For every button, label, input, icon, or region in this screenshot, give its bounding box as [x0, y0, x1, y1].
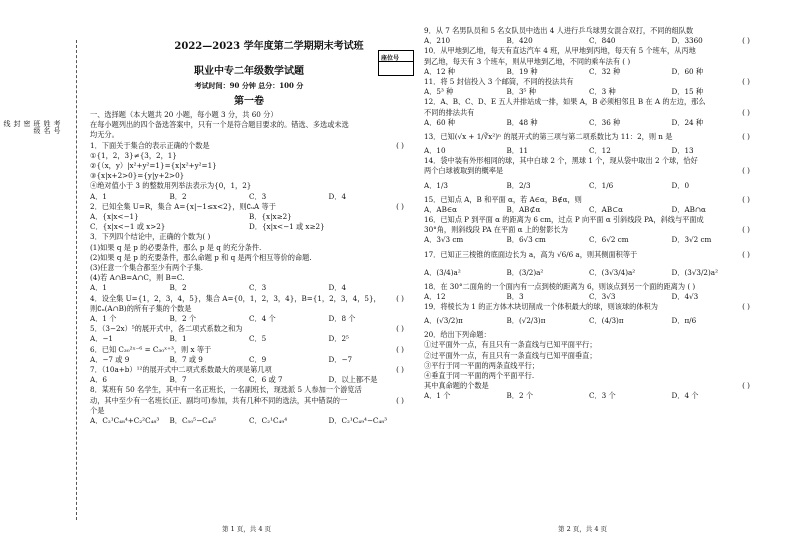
answer-option[interactable]: C．3√3 [589, 291, 616, 301]
answer-blank[interactable]: ( ) [742, 36, 750, 46]
question-line [90, 406, 408, 416]
answer-option[interactable]: B．(√2/3)π [506, 316, 546, 326]
answer-option[interactable]: D．以上都不是 [328, 375, 378, 385]
answer-options [90, 334, 408, 344]
question-text: 17．已知正三棱锥的底面边长为 a，高为 √6/6 a，则其侧面积等于 [424, 249, 638, 259]
answer-option[interactable]: B．(3/2)a² [506, 267, 544, 277]
answer-option[interactable]: D．AB∩α [671, 204, 706, 214]
answer-options [90, 283, 408, 293]
question-text: 16．已知点 P 到平面 α 的距离为 6 cm，过点 P 向平面 α 引斜线段 PA，斜线与平面成 [424, 215, 704, 225]
answer-option[interactable]: D．(3√3/2)a² [671, 267, 718, 277]
answer-option[interactable]: C．5 [249, 334, 267, 344]
question-line [424, 77, 754, 87]
question-line [90, 304, 408, 314]
question-text: 18．在 30°二面角的一个面内有一点到棱的距离为 6，则该点到另一个面的距离为 ( ) [424, 281, 696, 291]
question-text: 9．从 7 名男队员和 5 名女队员中选出 4 人进行乒乓球男女混合双打，不同的组队数 [424, 26, 694, 35]
answer-option[interactable]: C．4 个 [249, 314, 276, 324]
answer-option[interactable]: C．6 或 7 [249, 375, 283, 385]
question-line [90, 141, 408, 151]
question-text: 个是 [90, 405, 105, 415]
question-text: 到乙地，每天有 3 个班车，则从甲地到乙地，不同的乘车法有 ( ) [424, 56, 631, 66]
question-line [90, 294, 408, 304]
question-text: 13．已知(√x + 1/∛x²)ⁿ 的展开式的第三项与第二项系数比为 11：2，则 n 是 [424, 132, 673, 142]
question-text: ①过平面外一点，有且只有一条直线与已知平面平行； [424, 340, 597, 350]
question-line [90, 171, 408, 181]
answer-options [90, 314, 408, 324]
answer-option[interactable]: A．1 个 [90, 314, 117, 324]
answer-option[interactable]: C．3 [249, 283, 267, 293]
answer-option[interactable]: A．(3/4)a² [424, 267, 461, 277]
answer-option[interactable]: C．3 种 [589, 87, 616, 97]
answer-option[interactable]: A．210 [424, 36, 451, 46]
section-heading: 一、选择题（本大题共 20 小题，每小题 3 分，共 60 分） [90, 110, 278, 119]
answer-option[interactable]: D．0 [671, 180, 690, 190]
question-line [424, 195, 754, 205]
answer-option[interactable]: A．AB∈α [424, 204, 458, 214]
question-line [90, 263, 408, 273]
answer-option[interactable]: B．11 [506, 146, 529, 156]
answer-option[interactable]: C．{x|x<−1 或 x>2} [90, 222, 166, 232]
question-text: (1)如果 q 是 p 的必要条件，那么 p 是 q 的充分条件. [90, 242, 262, 252]
answer-option[interactable]: C．3 个 [589, 391, 616, 401]
question-text: 3．下列四个结论中，正确的个数为( ) [90, 232, 211, 242]
answer-option[interactable]: B．{x|x≥2} [249, 212, 292, 222]
answer-option[interactable]: A．1 个 [424, 391, 451, 401]
question-text: 20．给出下列命题： [424, 330, 491, 340]
question-line [90, 365, 408, 375]
answer-blank[interactable]: ( ) [742, 302, 750, 312]
question-line [90, 396, 408, 406]
question-text: ①{1，2，3}≠{3，2，1} [90, 150, 177, 160]
question-text: 15．已知点 A，B 和平面 α，若 A∈α，B∉α，则 [424, 194, 582, 204]
answer-blank[interactable]: ( ) [396, 293, 404, 303]
answer-option[interactable]: D．C₂¹C₄₉⁴−C₄₈³ [328, 416, 388, 426]
answer-option[interactable]: D．60 种 [671, 66, 704, 76]
answer-option[interactable]: A．−7 或 9 [90, 354, 130, 364]
answer-options [424, 177, 754, 195]
question-line [90, 385, 408, 395]
question-line [424, 351, 754, 361]
answer-options [90, 416, 408, 426]
instruction-line: 均无分。 [90, 130, 119, 140]
answer-option[interactable]: B．C₅₀⁵−C₄₈⁵ [169, 416, 217, 426]
answer-option[interactable]: A．3√3 cm [424, 235, 464, 245]
binding-label-seal-3: 线 [3, 120, 11, 127]
answer-blank[interactable]: ( ) [742, 381, 750, 391]
question-line [90, 232, 408, 242]
answer-blank[interactable]: ( ) [742, 225, 750, 235]
question-line [90, 202, 408, 212]
answer-option[interactable]: A．(√3/2)π [424, 316, 463, 326]
answer-options [424, 67, 754, 77]
question-text: 不同的排法共有 [424, 107, 475, 117]
binding-label-id: 考号 [53, 120, 61, 134]
question-text: ④垂直于同一平面的两个平面平行. [424, 371, 535, 381]
answer-option[interactable]: A．12 种 [424, 66, 455, 76]
question-text: 其中真命题的个数是 [424, 381, 489, 391]
answer-option[interactable]: C．12 [589, 146, 611, 156]
answer-option[interactable]: C．1/6 [589, 180, 614, 190]
answer-option[interactable]: A．−1 [90, 334, 113, 344]
exam-info: 考试时间：90 分钟 总分：100 分 [194, 81, 304, 90]
question-line [424, 371, 754, 381]
answer-options [424, 87, 754, 97]
answer-option[interactable]: D．24 种 [671, 117, 704, 127]
answer-option[interactable]: C．C₂¹C₄₉⁴ [249, 416, 288, 426]
answer-option[interactable]: B．7 [169, 375, 187, 385]
question-text: 30°角，则斜线段 PA 在平面 α 上的射影长为 [424, 225, 568, 235]
answer-options [424, 292, 754, 302]
question-text: ④绝对值小于 3 的整数用列举法表示为{0，1，2} [90, 181, 252, 191]
answer-blank[interactable]: ( ) [396, 140, 404, 150]
question-line [424, 97, 754, 107]
answer-option[interactable]: A．{x|x<−1} [90, 212, 139, 222]
answer-options [424, 235, 754, 245]
right-questions [424, 26, 754, 402]
question-text: ③{x|x+2>0}={y|y+2>0} [90, 171, 185, 181]
question-text: 14．袋中装有外形相同的球，其中白球 2 个，黑球 1 个，现从袋中取出 2 个球，恰好 [424, 156, 698, 166]
exam-title: 2022—2023 学年度第二学期期末考试班 [174, 41, 364, 52]
answer-options [424, 391, 754, 401]
question-line [424, 246, 754, 264]
question-text: 6．已知 C₃₀²ˣ⁻⁶ = C₃₀ˣ⁺³，则 x 等于 [90, 344, 212, 354]
question-line [424, 108, 754, 118]
question-line [90, 273, 408, 283]
answer-option[interactable]: B．2 [169, 191, 187, 201]
question-line [424, 302, 754, 312]
question-line [90, 161, 408, 171]
question-text: 4．设全集 U={1，2，3，4，5}，集合 A={0，1，2，3，4}，B={1，2，3，4，5}， [90, 293, 381, 303]
answer-options [424, 36, 754, 46]
question-text: 动，其中至少有一名班长(正、副均可)参加，共有几种不同的选法，其中错误的一 [90, 395, 348, 405]
question-text: 则∁ᵤ(A∩B)的所有子集的个数是 [90, 303, 192, 313]
answer-option[interactable]: D．4 [328, 191, 347, 201]
answer-blank[interactable]: ( ) [742, 249, 750, 259]
answer-option[interactable]: A．10 [424, 146, 446, 156]
answer-option[interactable]: D．−7 [328, 354, 353, 364]
left-questions [90, 141, 408, 427]
binding-labels [3, 120, 62, 174]
answer-option[interactable]: A．1 [90, 191, 107, 201]
question-line [424, 46, 754, 56]
answer-option[interactable]: D．π/6 [671, 316, 697, 326]
question-text: 1．下面关于集合的表示正确的个数是 [90, 140, 210, 150]
answer-blank[interactable]: ( ) [396, 395, 404, 405]
question-line [424, 282, 754, 292]
question-line [90, 243, 408, 253]
answer-option[interactable]: C．9 [249, 354, 267, 364]
answer-blank[interactable]: ( ) [742, 194, 750, 204]
answer-option[interactable]: B．1 [169, 334, 187, 344]
question-line [424, 166, 754, 176]
answer-option[interactable]: A．12 [424, 291, 446, 301]
answer-option[interactable]: C．(4/3)π [589, 316, 624, 326]
question-line [424, 215, 754, 225]
answer-blank[interactable]: ( ) [742, 107, 750, 117]
question-text: (2)如果 q 是 p 的充要条件，那么命题 p 和 q 是两个相互等价的命题. [90, 252, 312, 262]
answer-option[interactable]: B．2 [169, 283, 187, 293]
seat-number-label: 座位号 [381, 55, 400, 62]
question-text: 10．从甲地到乙地，每天有直达汽车 4 班，从甲地到丙地，每天有 5 个班车，从丙地 [424, 46, 696, 56]
question-text: 19．将棱长为 1 的正方体木块切削成一个体积最大的球，则该球的体积为 [424, 302, 658, 312]
answer-options [424, 264, 754, 282]
answer-option[interactable]: B．7 或 9 [169, 354, 203, 364]
question-line [424, 340, 754, 350]
answer-option[interactable]: A．6 [90, 375, 107, 385]
answer-option[interactable]: C．3 [249, 191, 267, 201]
answer-blank[interactable]: ( ) [396, 201, 404, 211]
answer-option[interactable]: B．3 [506, 291, 524, 301]
question-line [90, 324, 408, 334]
answer-option[interactable]: B．420 [506, 36, 533, 46]
question-text: ②过平面外一点，有且只有一条直线与已知平面垂直； [424, 350, 597, 360]
answer-option[interactable]: B．19 种 [506, 66, 538, 76]
answer-option[interactable]: C．32 种 [589, 66, 621, 76]
answer-options [424, 118, 754, 128]
question-line [424, 26, 754, 36]
answer-option[interactable]: B．2 个 [169, 314, 197, 324]
answer-options [424, 312, 754, 330]
question-text: ③平行于同一平面的两条直线平行； [424, 360, 540, 370]
question-text: 8．某班有 50 名学生，其中有一名正班长，一名副班长，现选派 5 人参加一个游览活 [90, 385, 362, 395]
instruction-line: 在每小题列出的四个备选答案中，只有一个是符合题目要求的。错选、多选或未选 [90, 120, 349, 130]
binding-label-seal-1: 密 [23, 120, 31, 127]
answer-options [424, 146, 754, 156]
answer-option[interactable]: D．3360 [671, 36, 703, 46]
binding-label-class: 班级 [33, 120, 41, 134]
question-line [90, 181, 408, 191]
answer-option[interactable]: B．3⁵ 种 [506, 87, 536, 97]
answer-blank[interactable]: ( ) [396, 344, 404, 354]
answer-blank[interactable]: ( ) [396, 324, 404, 334]
question-text: 5．（3−2x）⁵的展开式中，各二项式系数之和为 [90, 324, 243, 334]
exam-subtitle: 职业中专二年级数学试题 [194, 66, 304, 77]
answer-options [90, 192, 408, 202]
answer-option[interactable]: C．(3√3/4)a² [589, 267, 636, 277]
answer-blank[interactable]: ( ) [742, 132, 750, 142]
right-column [424, 26, 754, 402]
question-line [424, 381, 754, 391]
answer-option[interactable]: D．15 种 [671, 87, 704, 97]
question-text: (4)若 A∩B=A∩C，则 B=C. [90, 273, 185, 283]
question-line [424, 225, 754, 235]
answer-option[interactable]: D．2⁵ [328, 334, 349, 344]
answer-option[interactable]: D．3√2 cm [671, 235, 712, 245]
answer-options [90, 222, 408, 232]
question-line [424, 57, 754, 67]
binding-label-name: 姓名 [43, 120, 51, 134]
page-footer-left: 第 1 页，共 4 页 [222, 525, 272, 533]
answer-options [424, 205, 754, 215]
question-line [424, 330, 754, 340]
page-footer-right: 第 2 页，共 4 页 [558, 525, 608, 533]
binding-label-seal-2: 封 [13, 120, 21, 127]
answer-option[interactable]: A．60 种 [424, 117, 455, 127]
question-line [424, 128, 754, 146]
question-text: 11．将 5 封信投入 3 个邮筒，不同的投法共有 [424, 77, 574, 87]
answer-option[interactable]: D．{x|x<−1 或 x≥2} [249, 222, 325, 232]
answer-option[interactable]: D．13 [671, 146, 694, 156]
answer-option[interactable]: C．6√2 cm [589, 235, 629, 245]
question-text: ②{（x，y）|x²+y²=1}={x|x²+y²=1} [90, 161, 217, 171]
answer-option[interactable]: D．4 个 [671, 391, 699, 401]
answer-options [90, 375, 408, 385]
answer-option[interactable]: D．8 个 [328, 314, 356, 324]
answer-option[interactable]: D．4√3 [671, 291, 699, 301]
answer-option[interactable]: B．6√3 cm [506, 235, 546, 245]
question-text: (3)任意一个集合都至少有两个子集. [90, 263, 204, 273]
answer-blank[interactable]: ( ) [742, 77, 750, 87]
answer-option[interactable]: A．1/3 [424, 180, 448, 190]
answer-option[interactable]: C．36 种 [589, 117, 621, 127]
answer-option[interactable]: B．AB⊄α [506, 204, 541, 214]
left-column [90, 40, 408, 426]
answer-options [90, 212, 408, 222]
answer-option[interactable]: A．C₂¹C₄₈⁴+C₂²C₄₈³ [90, 416, 160, 426]
question-text: 7．（10a+b）¹²的展开式中二项式系数最大的项是第几项 [90, 365, 272, 375]
answer-option[interactable]: C．AB⊂α [589, 204, 624, 214]
answer-option[interactable]: B．48 种 [506, 117, 538, 127]
question-line [90, 151, 408, 161]
question-text: 12．A、B、C、D、E 五人并排站成一排，如果 A，B 必须相邻且 B 在 A 的左边，那么 [424, 97, 706, 107]
question-line [90, 345, 408, 355]
answer-option[interactable]: D．4 [328, 283, 347, 293]
answer-option[interactable]: C．840 [589, 36, 616, 46]
answer-option[interactable]: B．2/3 [506, 180, 531, 190]
answer-options [90, 355, 408, 365]
answer-option[interactable]: B．2 个 [506, 391, 534, 401]
question-line [424, 361, 754, 371]
answer-option[interactable]: A．1 [90, 283, 107, 293]
binding-line [62, 40, 77, 520]
question-line [90, 253, 408, 263]
answer-option[interactable]: A．5³ 种 [424, 87, 454, 97]
question-text: 两个白球被取到的概率是 [424, 166, 504, 176]
volume-title: 第一卷 [234, 96, 264, 107]
answer-blank[interactable]: ( ) [396, 365, 404, 375]
question-line [424, 156, 754, 166]
question-text: 2．已知全集 U=R，集合 A={x|−1≤x<2}，则∁ᵤA 等于 [90, 201, 276, 211]
answer-blank[interactable]: ( ) [742, 166, 750, 176]
